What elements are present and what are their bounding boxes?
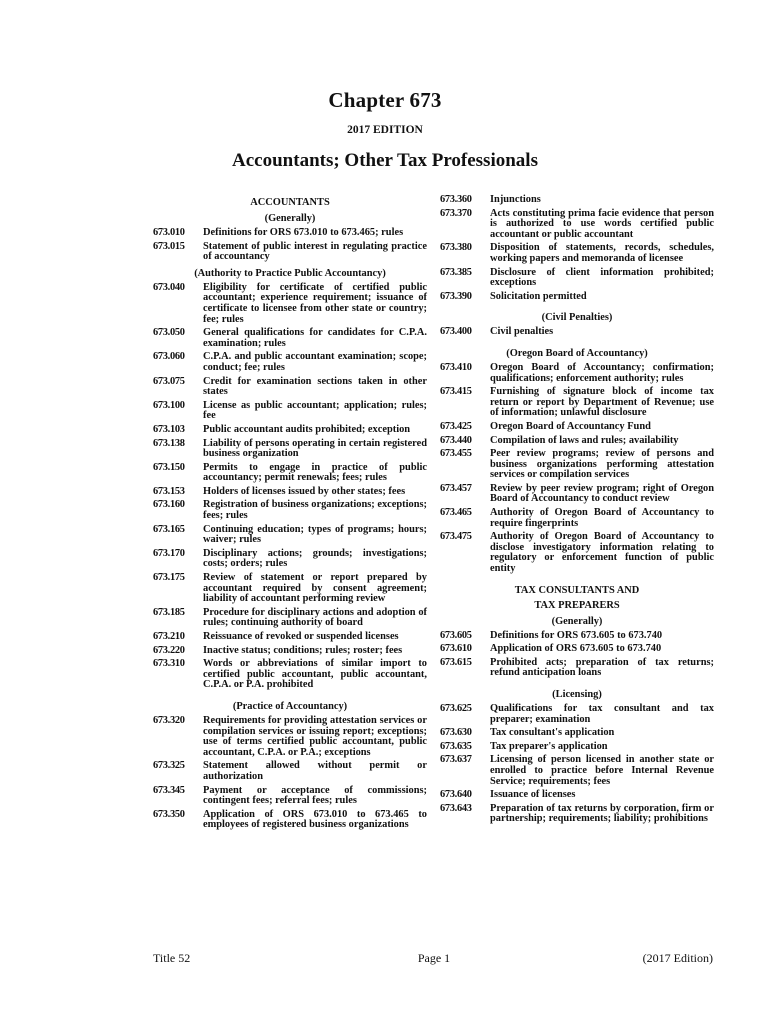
section-number: 673.210 [153, 631, 185, 642]
section-title: Reissuance of revoked or suspended licenses [203, 631, 399, 642]
toc-entry [440, 804, 714, 825]
toc-entry [440, 755, 714, 787]
section-number: 673.475 [440, 531, 472, 543]
section-number: 673.360 [440, 194, 472, 205]
section-number: 673.310 [153, 658, 185, 670]
section-title: Acts constituting prima facie evidence that person is authorized to use words certified public accountant or public accountant [490, 207, 714, 240]
section-number: 673.325 [153, 760, 185, 772]
section-number: 673.610 [440, 643, 472, 655]
section-title: Statement allowed without permit or authorization [203, 760, 427, 782]
section-heading: (Practice of Accountancy) [232, 700, 348, 712]
section-heading: (Licensing) [552, 689, 602, 700]
section-number: 673.150 [153, 461, 185, 473]
toc-entry [440, 327, 714, 338]
toc-entry [440, 790, 714, 801]
section-title: Requirements for providing attestation services or compilation services or issuing report; exceptions; use of terms certified public accountant, public accountant, C.P.A. or P.A.; exceptions [203, 714, 427, 758]
section-title: Issuance of licenses [490, 789, 576, 801]
toc-entry [153, 401, 427, 422]
toc-entry [153, 439, 427, 460]
section-title: Application of ORS 673.605 to 673.740 [490, 643, 662, 655]
toc-entry [153, 328, 427, 349]
section-title: Review of statement or report prepared by accountant required by consent agreement; liability of accountant performing review [203, 572, 427, 605]
section-number: 673.040 [153, 281, 185, 293]
toc-entry [153, 242, 427, 263]
section-title: Holders of licenses issued by other states; fees [203, 485, 406, 497]
toc-entry [440, 243, 714, 264]
section-number: 673.060 [153, 351, 185, 363]
section-number: 673.455 [440, 448, 472, 460]
section-number: 673.103 [153, 423, 185, 435]
section-number: 673.160 [153, 499, 185, 511]
section-number: 673.465 [440, 507, 472, 519]
toc-entry [153, 608, 427, 629]
section-title: Injunctions [490, 194, 541, 205]
section-title: Disciplinary actions; grounds; investigations; costs; orders; rules [203, 547, 427, 570]
section-title: Authority of Oregon Board of Accountancy to disclose investigatory information relating to regulatory or enforcement function of public entity [490, 531, 714, 575]
toc-entry [440, 631, 714, 642]
toc-entry [153, 228, 427, 239]
toc-entry [153, 463, 427, 484]
toc-entry [440, 508, 714, 529]
section-number: 673.457 [440, 482, 472, 494]
section-number: 673.625 [440, 703, 472, 714]
section-title: General qualifications for candidates for C.P.A. examination; rules [203, 327, 427, 349]
section-number: 673.615 [440, 656, 472, 668]
section-number: 673.153 [153, 485, 185, 497]
section-number: 673.640 [440, 789, 472, 801]
toc-entry [153, 632, 427, 643]
toc-entry [440, 658, 714, 679]
section-title: Eligibility for certificate of certified public accountant; experience requirement; issuance of certificate to licensee from other state or country; fee; rules [203, 281, 427, 325]
chapter-title: Accountants; Other Tax Professionals [232, 150, 538, 171]
section-number: 673.010 [153, 227, 185, 238]
toc-entry [440, 532, 714, 574]
toc-entry [440, 644, 714, 655]
section-number: 673.320 [153, 714, 185, 726]
toc-entry [440, 742, 714, 753]
section-number: 673.440 [440, 434, 472, 446]
section-title: Preparation of tax returns by corporation, firm or partnership; requirements; liability; prohibitions [490, 802, 714, 825]
toc-entry [440, 292, 714, 303]
toc-entry [440, 484, 714, 505]
section-title: Liability of persons operating in certain registered business organization [203, 437, 427, 460]
right-column [440, 195, 714, 828]
section-title: C.P.A. and public accountant examination; scope; conduct; fee; rules [203, 351, 427, 373]
toc-entry [440, 704, 714, 725]
section-number: 673.170 [153, 547, 185, 559]
section-title: Continuing education; types of programs; hours; waiver; rules [203, 523, 427, 546]
section-number: 673.100 [153, 399, 185, 411]
section-number: 673.385 [440, 266, 472, 278]
section-number: 673.220 [153, 644, 185, 656]
section-title: Tax preparer's application [490, 740, 608, 752]
section-title: Public accountant audits prohibited; exception [203, 423, 411, 435]
toc-entry [440, 209, 714, 241]
footer-title-label: Title 52 [153, 951, 191, 965]
section-title: Prohibited acts; preparation of tax returns; refund anticipation loans [490, 656, 714, 679]
toc-entry [153, 761, 427, 782]
section-title: Inactive status; conditions; rules; roster; fees [203, 644, 403, 656]
footer-edition-label: (2017 Edition) [642, 951, 713, 965]
toc-entry [153, 716, 427, 758]
section-number: 673.415 [440, 386, 472, 398]
section-heading: TAX PREPARERS [534, 599, 620, 611]
section-heading: (Civil Penalties) [541, 312, 613, 324]
toc-entry [153, 659, 427, 691]
toc-entry [153, 352, 427, 373]
section-title: Disposition of statements, records, schedules, working papers and memoranda of licensee [490, 242, 714, 264]
section-heading: ACCOUNTANTS [250, 197, 330, 208]
section-title: Licensing of person licensed in another state or enrolled to practice before Internal Revenue Service; requirements; fees [490, 754, 714, 787]
section-number: 673.185 [153, 606, 185, 618]
section-title: Compilation of laws and rules; availability [490, 434, 679, 446]
section-title: Words or abbreviations of similar import to certified public accountant, public accountant, C.P.A. or P.A. prohibited [203, 658, 427, 691]
section-title: Definitions for ORS 673.010 to 673.465; rules [203, 227, 404, 238]
toc-entry [440, 422, 714, 433]
section-title: Review by peer review program; right of Oregon Board of Accountancy to conduct review [490, 482, 714, 505]
section-title: Solicitation permitted [490, 290, 587, 302]
section-title: Civil penalties [490, 326, 554, 338]
chapter-heading: Chapter 673 [328, 88, 442, 112]
section-number: 673.425 [440, 420, 472, 432]
section-number: 673.138 [153, 437, 185, 449]
toc-entry [153, 549, 427, 570]
section-title: Statement of public interest in regulating practice of accountancy [203, 240, 427, 263]
section-title: Permits to engage in practice of public accountancy; permit renewals; fees; rules [203, 461, 427, 484]
section-title: Definitions for ORS 673.605 to 673.740 [490, 629, 663, 641]
footer-page-number: Page 1 [417, 951, 451, 965]
section-title: Procedure for disciplinary actions and adoption of rules; continuing authority of board [203, 606, 427, 629]
section-title: Application of ORS 673.010 to 673.465 to employees of registered business organizations [203, 808, 427, 831]
section-number: 673.075 [153, 375, 185, 387]
toc-entry [153, 377, 427, 398]
toc-entry [153, 425, 427, 436]
section-number: 673.175 [153, 572, 185, 584]
section-title: Payment or acceptance of commissions; contingent fees; referral fees; rules [203, 784, 427, 807]
section-number: 673.350 [153, 808, 185, 820]
section-heading: (Generally) [551, 615, 603, 627]
section-title: Disclosure of client information prohibited; exceptions [490, 266, 714, 289]
section-title: Oregon Board of Accountancy Fund [490, 420, 651, 432]
section-title: License as public accountant; application; rules; fee [203, 399, 427, 422]
section-number: 673.400 [440, 326, 472, 338]
toc-entry [153, 573, 427, 605]
section-number: 673.605 [440, 629, 472, 641]
section-number: 673.050 [153, 327, 185, 339]
section-title: Credit for examination sections taken in other states [203, 375, 427, 398]
toc-entry [153, 283, 427, 325]
edition-label: 2017 EDITION [347, 124, 423, 136]
section-number: 673.410 [440, 361, 472, 373]
section-number: 673.390 [440, 290, 472, 302]
toc-entry [153, 810, 427, 831]
left-column [153, 195, 427, 834]
toc-entry [153, 646, 427, 657]
toc-entry [440, 387, 714, 419]
toc-entry [153, 487, 427, 498]
section-number: 673.630 [440, 727, 472, 739]
section-title: Tax consultant's application [490, 727, 615, 739]
section-title: Qualifications for tax consultant and tax preparer; examination [490, 703, 714, 725]
toc-entry [153, 786, 427, 807]
section-heading: (Authority to Practice Public Accountancy) [194, 267, 386, 279]
section-title: Furnishing of signature block of income tax return or report by Department of Revenue; use of information; unlawful disclosure [490, 386, 714, 419]
toc-entry [153, 500, 427, 521]
section-heading: TAX CONSULTANTS AND [514, 584, 640, 596]
section-heading: (Generally) [264, 213, 316, 224]
toc-entry [440, 363, 714, 384]
toc-entry [440, 195, 714, 206]
section-number: 673.380 [440, 242, 472, 254]
section-number: 673.643 [440, 802, 472, 814]
section-title: Peer review programs; review of persons and business organizations performing attestation services or compilation services [490, 448, 714, 481]
toc-entry [440, 268, 714, 289]
toc-entry [153, 525, 427, 546]
section-number: 673.370 [440, 207, 472, 219]
section-number: 673.637 [440, 754, 472, 766]
section-number: 673.015 [153, 240, 185, 252]
toc-entry [440, 728, 714, 739]
section-heading: (Oregon Board of Accountancy) [506, 347, 648, 359]
section-number: 673.165 [153, 523, 185, 535]
toc-entry [440, 449, 714, 481]
toc-entry [440, 436, 714, 447]
section-number: 673.635 [440, 740, 472, 752]
section-title: Authority of Oregon Board of Accountancy to require fingerprints [490, 507, 714, 529]
section-title: Registration of business organizations; exceptions; fees; rules [203, 499, 427, 522]
section-title: Oregon Board of Accountancy; confirmation; qualifications; enforcement authority; rules [490, 361, 714, 384]
section-number: 673.345 [153, 784, 185, 796]
